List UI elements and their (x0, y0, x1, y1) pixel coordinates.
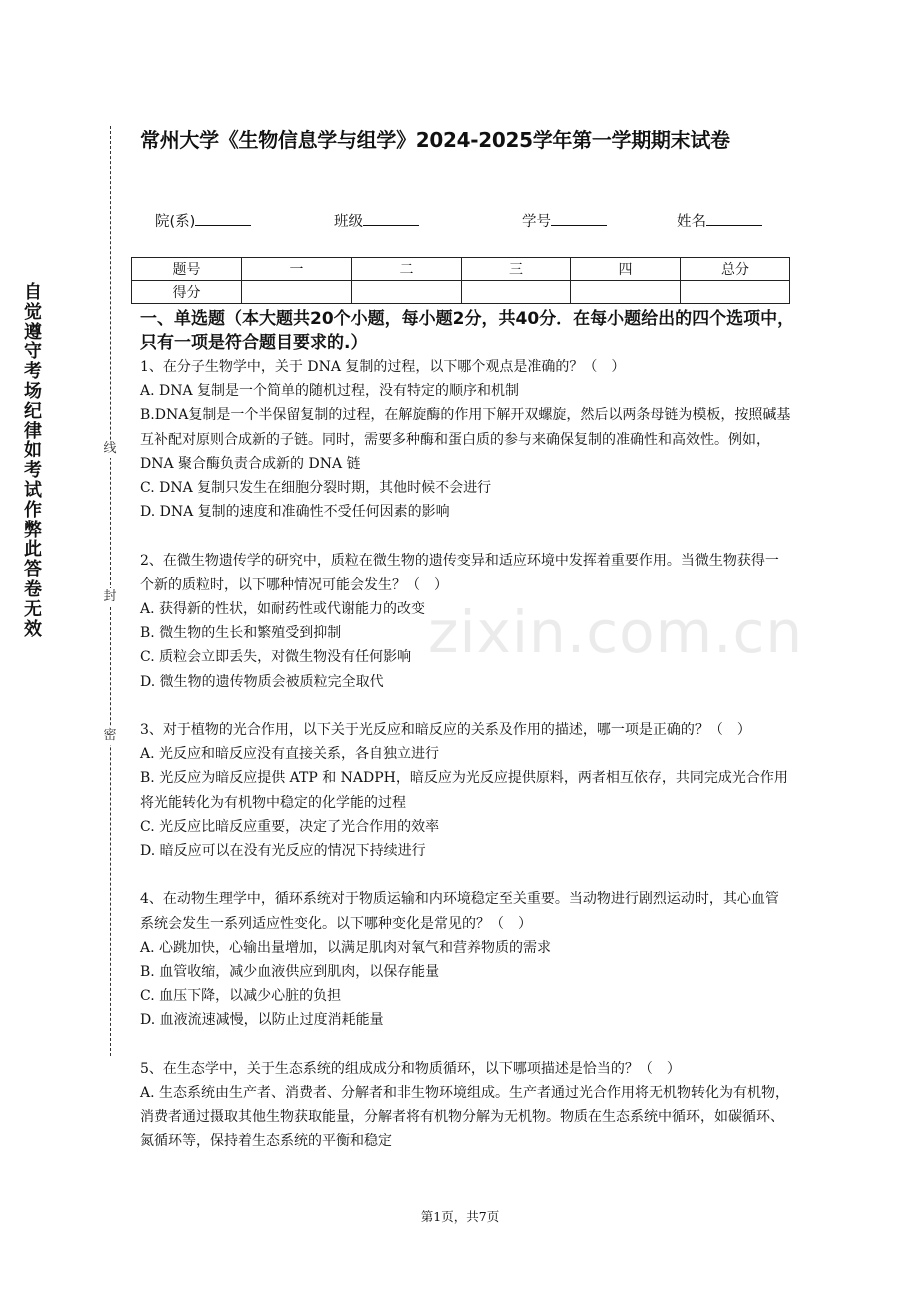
score-header-cell: 二 (352, 258, 462, 281)
question-stem: 1、在分子生物学中，关于 DNA 复制的过程，以下哪个观点是准确的？（ ） (140, 359, 626, 375)
score-cell[interactable] (571, 281, 681, 304)
option-d: D. 暗反应可以在没有光反应的情况下持续进行 (140, 843, 426, 860)
option-a: A. DNA 复制是一个简单的随机过程，没有特定的顺序和机制 (140, 383, 520, 400)
option-c: C. 血压下降，以减少心脏的负担 (140, 988, 342, 1005)
option-b: B. 微生物的生长和繁殖受到抑制 (140, 625, 342, 642)
cut-mark-feng: 封 (103, 589, 117, 604)
question-stem: 4、在动物生理学中，循环系统对于物质运输和内环境稳定至关重要。当动物进行剧烈运动时，其心血管系统会发生一系列适应性变化。以下哪种变化是常见的？（ ） (140, 891, 779, 932)
score-header-cell: 四 (571, 258, 681, 281)
question-stem: 3、对于植物的光合作用，以下关于光反应和暗反应的关系及作用的描述，哪一项是正确的？（ ） (140, 722, 751, 739)
student-id-label: 学号 (522, 214, 551, 230)
option-a: A. 心跳加快，心输出量增加，以满足肌肉对氧气和营养物质的需求 (140, 939, 552, 956)
option-b: B. 光反应为暗反应提供 ATP 和 NADPH，暗反应为光反应提供原料，两者相互依存，共同完成光合作用将光能转化为有机物中稳定的化学能的过程 (140, 770, 788, 811)
option-a: A. 光反应和暗反应没有直接关系，各自独立进行 (140, 746, 440, 763)
college-field (155, 210, 251, 231)
cut-mark-xian: 线 (103, 441, 117, 456)
section-one-heading: 一、单选题（本大题共20个小题，每小题2分，共40分．在每小题给出的四个选项中，只有一项是符合题目要求的.） (140, 309, 795, 353)
score-row-label: 得分 (132, 281, 242, 304)
option-c: C. 质粒会立即丢失，对微生物没有任何影响 (140, 649, 412, 666)
class-blank[interactable] (363, 210, 419, 226)
score-cell[interactable] (352, 281, 462, 304)
option-d: D. DNA 复制的速度和准确性不受任何因素的影响 (140, 504, 450, 521)
question-5 (140, 1057, 792, 1154)
option-b: B.DNA复制是一个半保留复制的过程，在解旋酶的作用下解开双螺旋，然后以两条母链为模板，按照碱基互补配对原则合成新的子链。同时，需要多种酶和蛋白质的参与来确保复制的准确性和高效性。例如，DNA 聚合酶负责合成新的 DNA 链 (140, 407, 791, 472)
option-d: D. 微生物的遗传物质会被质粒完全取代 (140, 673, 384, 690)
name-label: 姓名 (677, 214, 706, 230)
option-c: C. 光反应比暗反应重要，决定了光合作用的效率 (140, 818, 440, 835)
score-header-cell: 三 (462, 258, 571, 281)
score-header-cell: 总分 (681, 258, 790, 281)
option-c: C. DNA 复制只发生在细胞分裂时期，其他时候不会进行 (140, 480, 492, 497)
score-header-cell: 一 (242, 258, 352, 281)
question-stem: 5、在生态学中，关于生态系统的组成成分和物质循环，以下哪项描述是恰当的？（ ） (140, 1060, 681, 1077)
question-2 (140, 549, 792, 694)
class-label: 班级 (334, 214, 363, 230)
question-1 (140, 355, 792, 524)
option-a: A. 生态系统由生产者、消费者、分解者和非生物环境组成。生产者通过光合作用将无机物转化为有机物，消费者通过摄取其他生物获取能量，分解者将有机物分解为无机物。物质在生态系统中循环，如碳循环、氮循环等，保持着生态系统的平衡和稳定 (140, 1085, 790, 1150)
college-label: 院(系) (155, 214, 196, 230)
watermark: zixin.com.cn (428, 598, 804, 666)
question-3 (140, 718, 792, 863)
exam-discipline-notice: 自觉遵守考场纪律如考试作弊此答卷无效 (24, 282, 42, 640)
score-table (131, 257, 790, 304)
page-footer: 第1页，共7页 (420, 1209, 500, 1224)
score-table-score-row (132, 281, 790, 304)
exam-title: 常州大学《生物信息学与组学》2024-2025学年第一学期期末试卷 (140, 128, 730, 152)
question-list (140, 355, 792, 1178)
student-id-blank[interactable] (551, 210, 607, 226)
score-cell[interactable] (681, 281, 790, 304)
class-field (334, 210, 419, 231)
cut-mark-mi: 密 (103, 728, 117, 743)
score-cell[interactable] (462, 281, 571, 304)
score-header-cell: 题号 (132, 258, 242, 281)
question-stem: 2、在微生物遗传学的研究中，质粒在微生物的遗传变异和适应环境中发挥着重要作用。当微生物获得一个新的质粒时，以下哪种情况可能会发生？（ ） (140, 552, 779, 593)
student-id-field (522, 210, 607, 231)
score-table-header-row (132, 258, 790, 281)
name-blank[interactable] (706, 210, 762, 226)
option-b: B. 血管收缩，减少血液供应到肌肉，以保存能量 (140, 964, 440, 981)
college-blank[interactable] (195, 210, 251, 226)
name-field (677, 210, 762, 231)
question-4 (140, 887, 792, 1032)
option-d: D. 血液流速减慢，以防止过度消耗能量 (140, 1012, 384, 1029)
option-a: A. 获得新的性状，如耐药性或代谢能力的改变 (140, 601, 426, 618)
score-cell[interactable] (242, 281, 352, 304)
